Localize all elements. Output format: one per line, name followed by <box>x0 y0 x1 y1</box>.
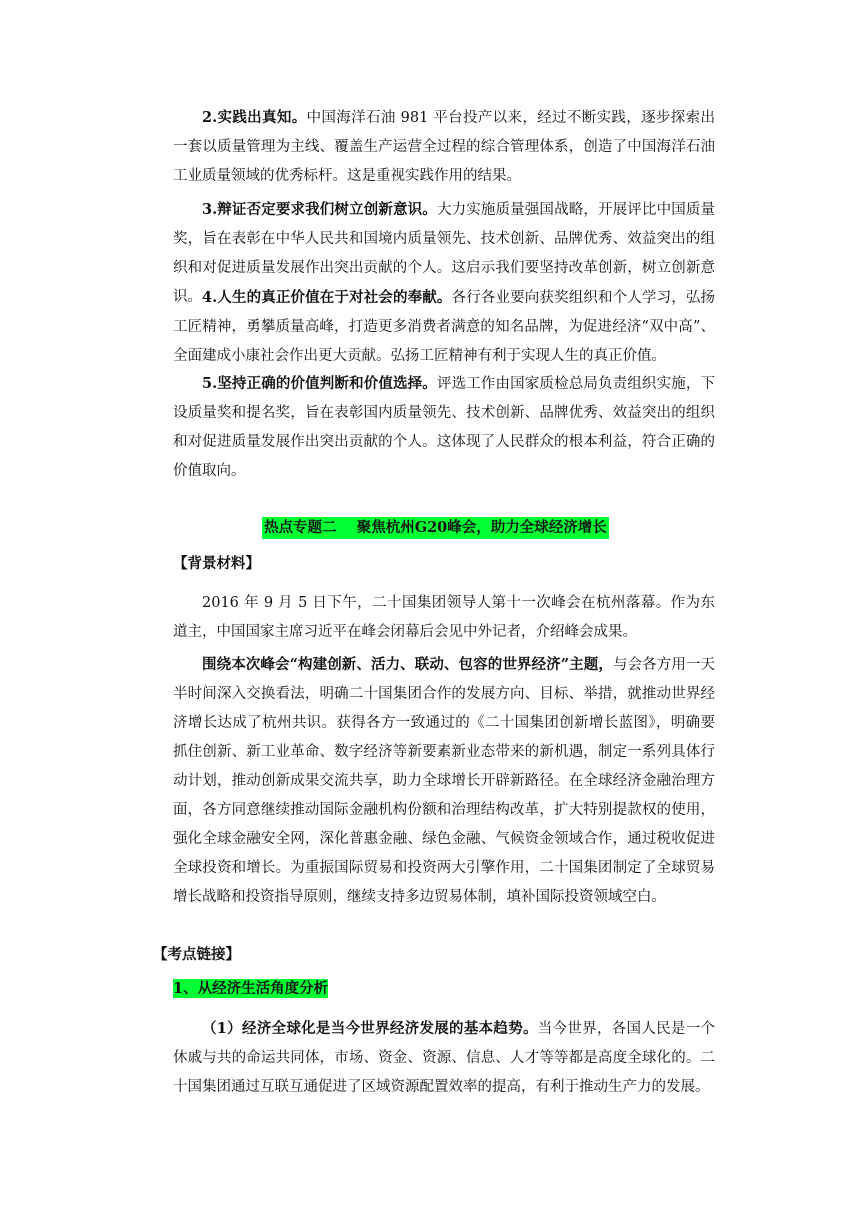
sub-heading-highlight: 1、从经济生活角度分析 <box>173 980 329 997</box>
background-paragraph-1: 2016 年 9 月 5 日下午，二十国集团领导人第十一次峰会在杭州落幕。作为东道主，中国国家主席习近平在峰会闭幕后会见中外记者，介绍峰会成果。 <box>173 595 715 640</box>
point-4-paragraph <box>173 283 715 371</box>
point-2-lead: 2.实践出真知。 <box>202 109 307 126</box>
background-heading: 【背景材料】 <box>173 555 260 572</box>
point-5-body: 评选工作由国家质检总局负责组织实施，下设质量奖和提名奖，旨在表彰国内质量领先、技术创新、品牌优秀、效益突出的组织和对促进质量发展作出突出贡献的个人。这体现了人民群众的根本利益，符合正确的价值取向。 <box>173 376 716 479</box>
point-5-paragraph <box>173 369 715 486</box>
exam-heading: 【考点链接】 <box>153 946 240 963</box>
background-paragraph-2 <box>173 650 715 912</box>
point-2-paragraph <box>173 103 715 191</box>
point-2-body: 中国海洋石油 981 平台投产以来，经过不断实践，逐步探索出一套以质量管理为主线、覆盖生产运营全过程的综合管理体系，创造了中国海洋石油工业质量领域的优秀标杆。这是重视实践作用的结果。 <box>173 110 715 184</box>
point-3-lead: 3.辩证否定要求我们树立创新意识。 <box>202 201 437 218</box>
point-5-lead: 5.坚持正确的价值判断和价值选择。 <box>202 375 437 392</box>
point-4-body: 各行各业要向获奖组织和个人学习，弘扬工匠精神，勇攀质量高峰，打造更多消费者满意的知名品牌，为促进经济“双中高”、全面建成小康社会作出更大贡献。弘扬工匠精神有利于实现人生的真正价值。 <box>173 290 716 364</box>
topic-title: 热点专题二 聚焦杭州G20峰会，助力全球经济增长 <box>262 517 609 539</box>
point-3-body: 大力实施质量强国战略，开展评比中国质量奖，旨在表彰在中华人民共和国境内质量领先、技术创新、品牌优秀、效益突出的组织和对促进质量发展作出突出贡献的个人。这启示我们要坚持改革创新，树立创新意识。 <box>173 202 716 305</box>
background-paragraph-2-lead: 围绕本次峰会“构建创新、活力、联动、包容的世界经济”主题， <box>202 656 613 673</box>
exam-paragraph-1-lead: （1）经济全球化是当今世界经济发展的基本趋势。 <box>202 1020 538 1037</box>
sub-heading <box>173 978 328 1000</box>
background-paragraph-2-body: 与会各方用一天半时间深入交换看法，明确二十国集团合作的发展方向、目标、举措，就推动世界经济增长达成了杭州共识。获得各方一致通过的《二十国集团创新增长蓝图》，明确要抓住创新、新工业革命、数字经济等新要素新业态带来的新机遇，制定一系列具体行动计划，推动创新成果交流共享，助力全球增长开辟新路径。在全球经济金融治理方面，各方同意继续推动国际金融机构份额和治理结构改革，扩大特别提款权的使用，强化全球金融安全网，深化普惠金融、绿色金融、气候资金领域合作，通过税收促进全球投资和增长。为重振国际贸易和投资两大引擎作用，二十国集团制定了全球贸易增长战略和投资指导原则，继续支持多边贸易体制，填补国际投资领域空白。 <box>173 657 716 905</box>
exam-paragraph-1-body: 当今世界，各国人民是一个休戚与共的命运共同体，市场、资金、资源、信息、人才等等都是高度全球化的。二十国集团通过互联互通促进了区域资源配置效率的提高，有利于推动生产力的发展。 <box>173 1021 716 1095</box>
point-4-lead: 4.人生的真正价值在于对社会的奉献。 <box>202 289 452 306</box>
exam-paragraph-1 <box>173 1014 715 1102</box>
